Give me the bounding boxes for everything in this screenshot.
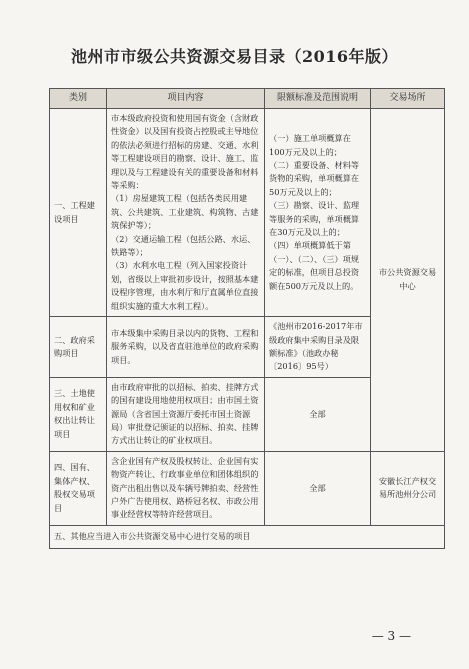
row-content: 市本级集中采购目录以内的货物、工程和服务采购，以及省直驻池单位的政府采购项目。 [107,317,265,378]
row-venue: 安徽长江产权交易所池州分公司 [371,451,445,525]
content-paragraph: （2）交通运输工程（包括公路、水运、铁路等）； [111,233,256,258]
page-number: — 3 — [371,629,411,643]
header-scope: 限额标准及范围说明 [265,89,371,109]
scope-paragraph: （二）重要设备、材料等货物的采购，单项概算在50万元及以上的； [269,159,360,197]
content-paragraph: 市本级政府投资和使用国有资金（含财政性资金）以及国有投资占控股或主导地位的依法必须进行招标的房建、交通、水利等工程建设项目的勘察、设计、施工、监理以及与工程建设有关的重要设备和材料等采购： [111,113,259,191]
content-paragraph: （3）水利水电工程（列入国家投资计划，省级以上审批初步设计，按照基本建设程序管理，由水利厅和厅直属单位直接组织实施的重大水利工程）。 [111,260,259,311]
catalog-table [49,88,445,549]
venue-shared: 市公共资源交易中心 [371,109,445,452]
row-category: 三、土地使用权和矿业权出让转让项目 [50,377,107,451]
row-category: 二、政府采购项目 [50,317,107,378]
scope-paragraph: （四）单项概算低于第（一）、（二）、（三）项规定的标准，但项目总投资额在500万元及以上的。 [269,240,360,291]
row-content: 由市政府审批的以招标、拍卖、挂牌方式的国有建设用地使用权项目；由市国土资源局（含省国土资源厅委托市国土资源局）审批登记颁证的以招标、拍卖、挂牌方式出让转让的矿业权项目。 [107,377,265,451]
row-scope: 全部 [265,377,371,451]
row-category: 一、工程建设项目 [50,109,107,317]
table-row [50,451,445,525]
row-scope: 全部 [265,451,371,525]
document-title: 池州市市级公共资源交易目录（2016年版） [70,47,399,66]
table-header-row [50,89,445,109]
header-content: 项目内容 [107,89,265,109]
scope-paragraph: （三）勘察、设计、监理等服务的采购，单项概算在30万元及以上的； [269,200,360,237]
row-content: 含企业国有产权及股权转让、企业国有实物资产转让、行政事业单位和团体组织的资产出租出售以及车辆号牌拍卖、经营性户外广告使用权、路桥冠名权、市政公用事业经营权等特许经营项目。 [107,451,265,525]
row-category: 四、国有、集体产权、股权交易项目 [50,451,107,525]
content-paragraph: （1）房屋建筑工程（包括各类民用建筑、公共建筑、工业建筑、构筑物、古建筑保护等）； [111,193,259,231]
row-content [107,109,265,317]
footnote-row [50,525,445,548]
row-scope: 《池州市2016-2017年市级政府集中采购目录及限额标准》（池政办秘〔2016〕95号） [265,317,371,378]
scope-paragraph: （一）施工单项概算在100万元及以上的； [269,133,351,157]
header-category: 类别 [50,89,107,109]
row-scope [265,109,371,317]
header-venue: 交易场所 [371,89,445,109]
table-row [50,109,445,317]
footnote-text: 五、其他应当进入市公共资源交易中心进行交易的项目 [50,525,445,548]
